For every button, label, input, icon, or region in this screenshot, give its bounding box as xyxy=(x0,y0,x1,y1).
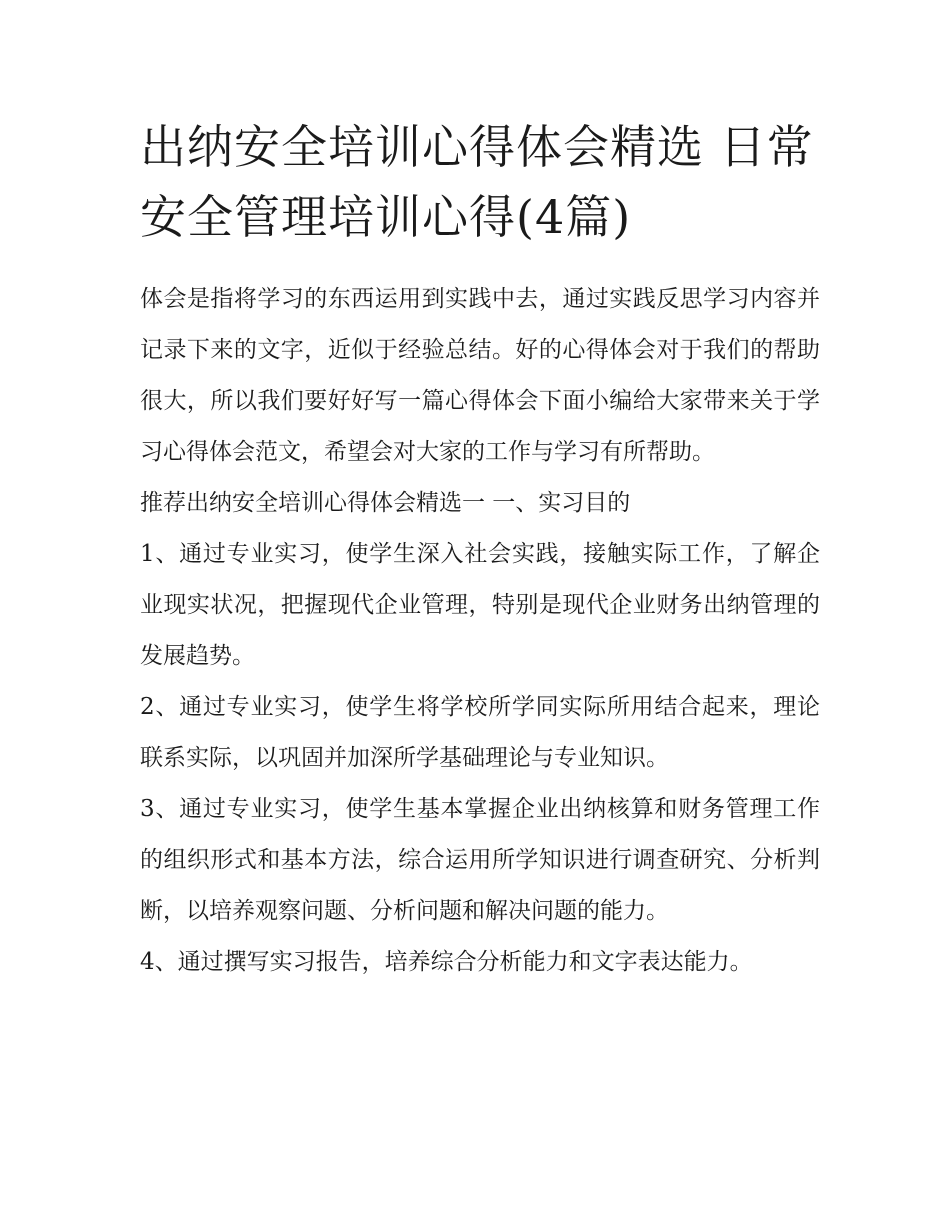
paragraph-item-2: 2、通过专业实习，使学生将学校所学同实际所用结合起来，理论联系实际，以巩固并加深所学基础理论与专业知识。 xyxy=(140,694,820,771)
document-page xyxy=(140,112,820,988)
paragraph-item-3: 3、通过专业实习，使学生基本掌握企业出纳核算和财务管理工作的组织形式和基本方法，综合运用所学知识进行调查研究、分析判断，以培养观察问题、分析问题和解决问题的能力。 xyxy=(140,796,820,924)
paragraph-item-1: 1、通过专业实习，使学生深入社会实践，接触实际工作，了解企业现实状况，把握现代企业管理，特别是现代企业财务出纳管理的发展趋势。 xyxy=(140,541,820,669)
paragraph-section-heading: 推荐出纳安全培训心得体会精选一 一、实习目的 xyxy=(140,490,631,516)
paragraph-intro: 体会是指将学习的东西运用到实践中去，通过实践反思学习内容并记录下来的文字，近似于经验总结。好的心得体会对于我们的帮助很大，所以我们要好好写一篇心得体会下面小编给大家带来关于学习心得体会范文，希望会对大家的工作与学习有所帮助。 xyxy=(140,286,820,465)
document-body xyxy=(140,274,820,988)
document-title: 出纳安全培训心得体会精选 日常安全管理培训心得(4篇) xyxy=(140,120,814,244)
paragraph-item-4: 4、通过撰写实习报告，培养综合分析能力和文字表达能力。 xyxy=(140,949,753,975)
